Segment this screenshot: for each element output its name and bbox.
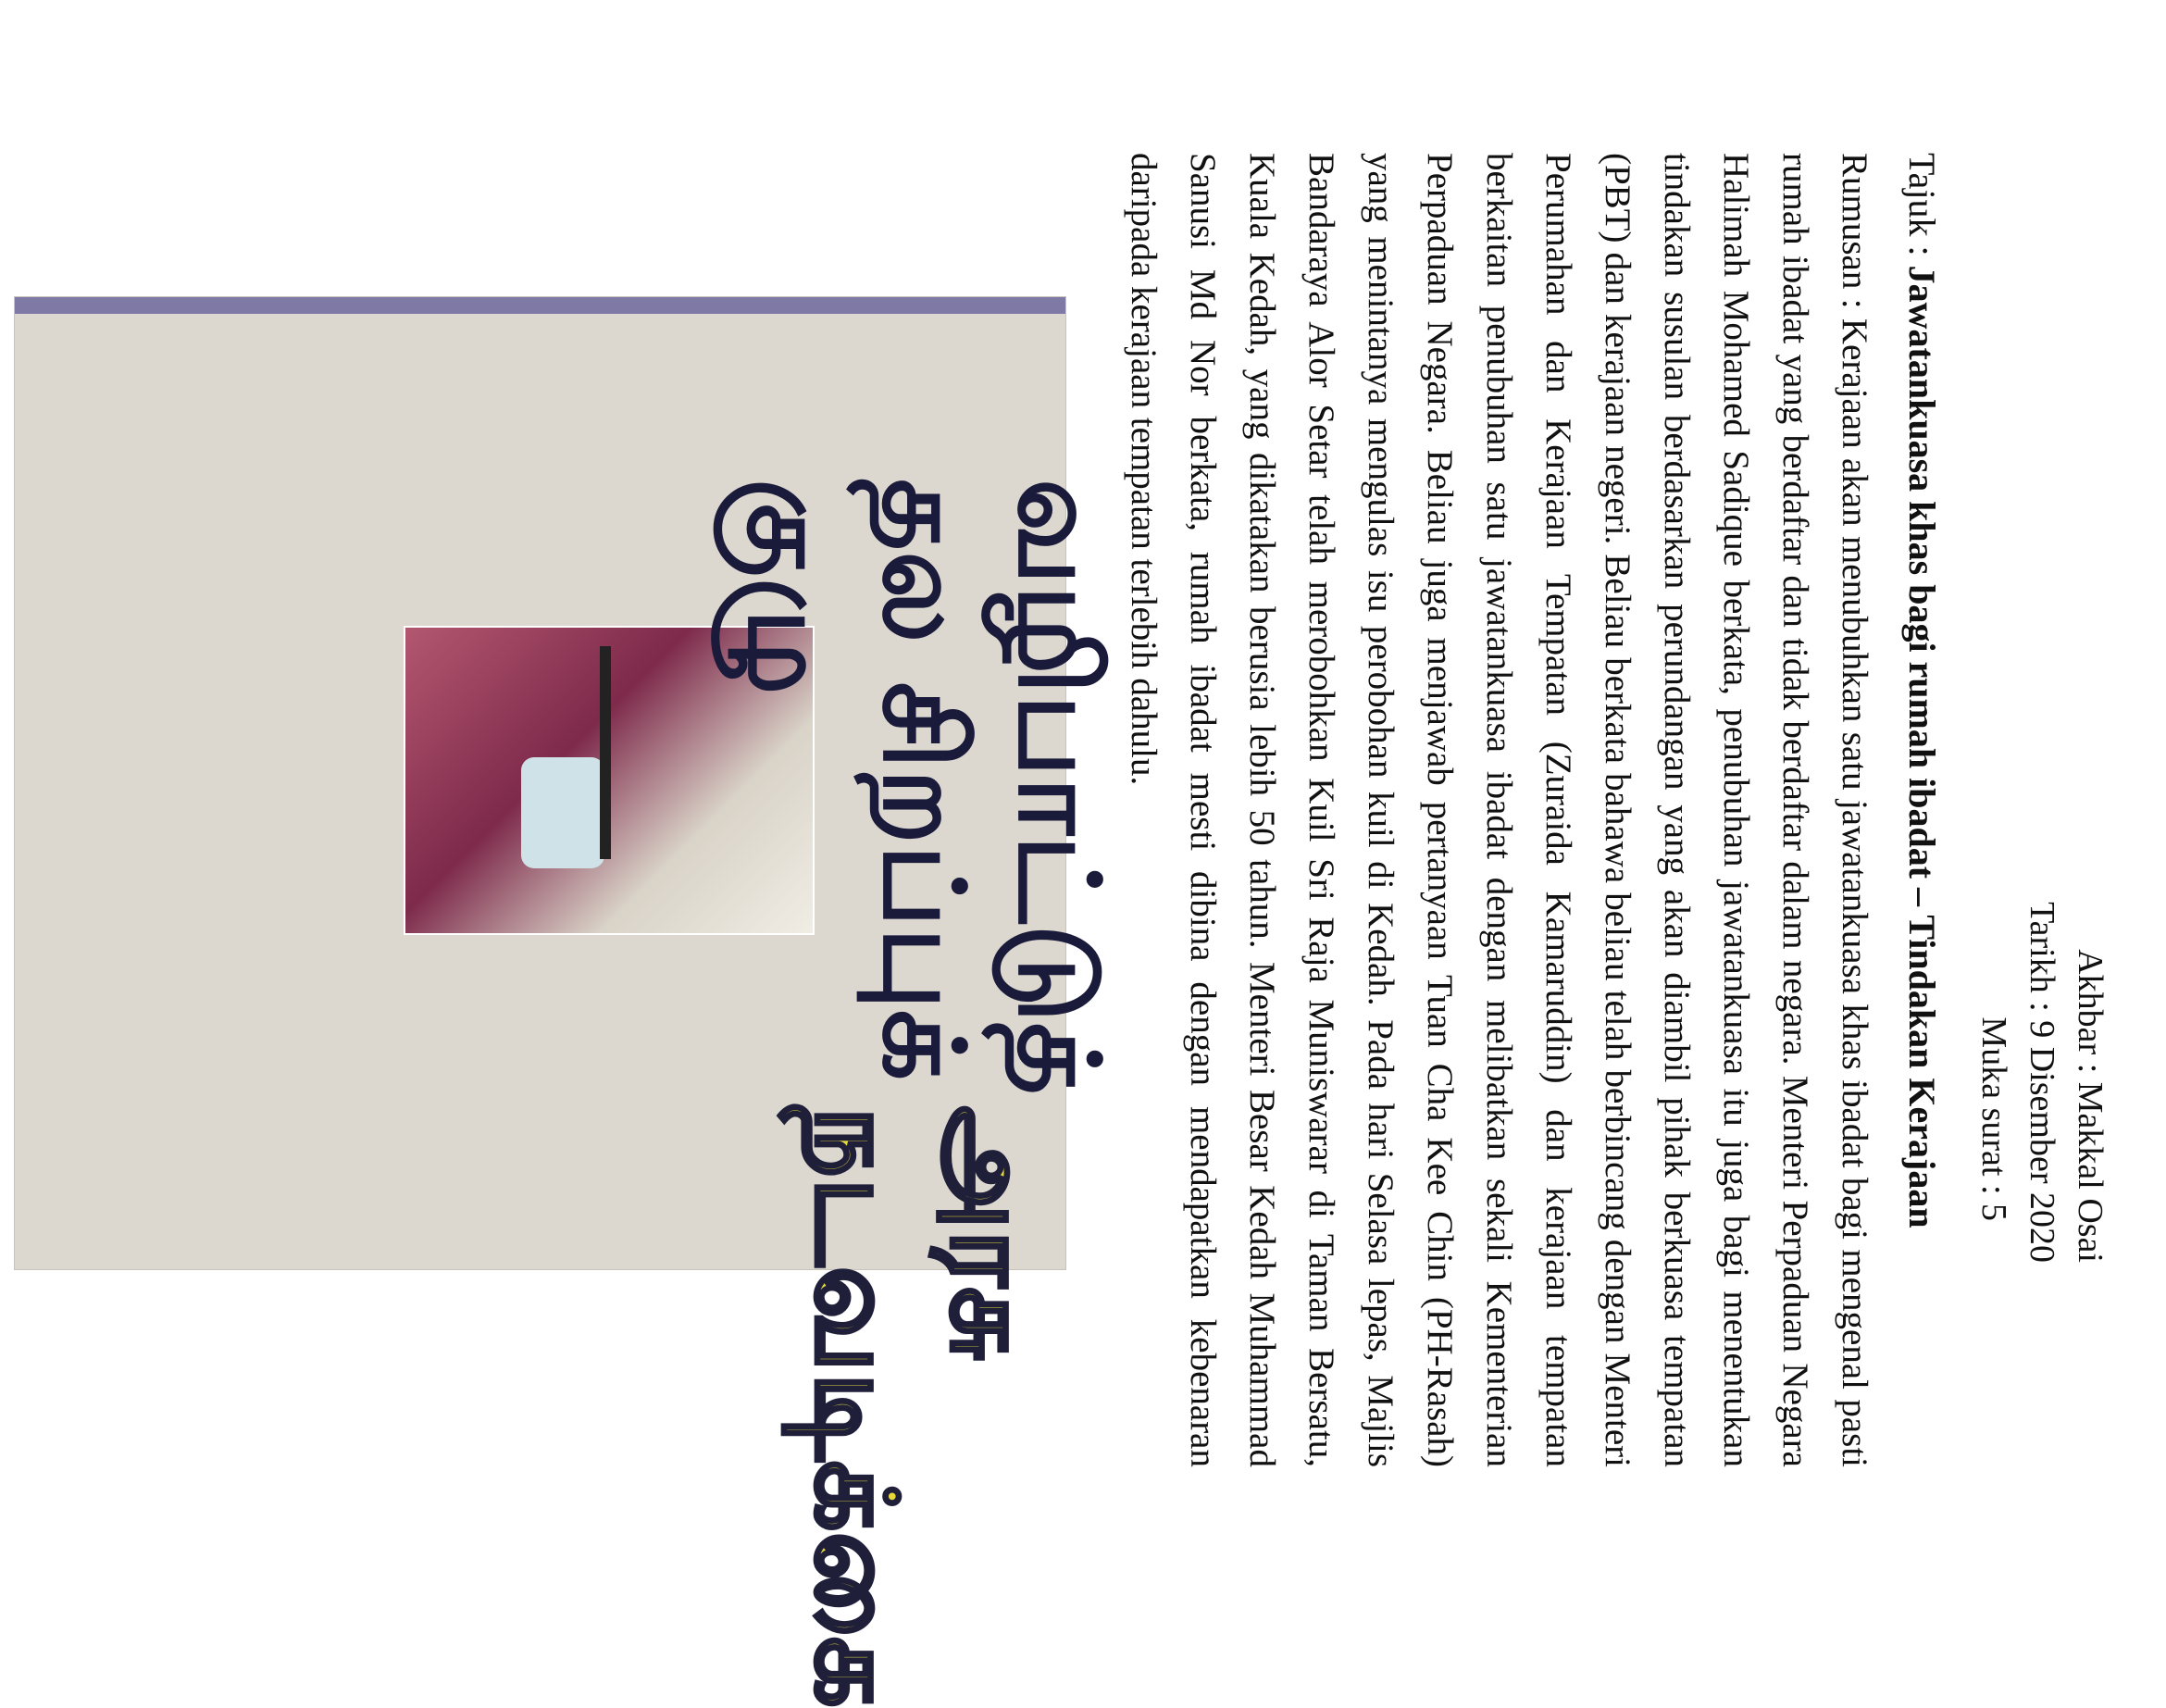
- clipping-headline-line2: அரசு நடவடிக்கை: [790, 1105, 1054, 1708]
- summary-page: [1027, 0, 2166, 1531]
- clipping-headline-line1: வழிபாட்டுத் தல சிறப்புக் குழு: [723, 479, 1122, 1095]
- tajuk-label: Tajuk :: [1901, 153, 1943, 266]
- face-mask-shape: [521, 757, 604, 868]
- akhbar-line: Akhbar : Makkal Osai: [2071, 949, 2110, 1263]
- tarikh-line: Tarikh : 9 Disember 2020: [2023, 902, 2061, 1263]
- microphone-shape: [600, 646, 611, 859]
- tajuk-line: [1900, 153, 1944, 1228]
- rumusan-paragraph: Rumusan : Kerajaan akan menubuhkan satu jawatankuasa khas ibadat bagi mengenal pasti rumah ibadat yang berdaftar dan tidak berdaftar dalam negara. Menteri Perpaduan Negara Halimah Mohamed Sadique berkata, penubuhan jawatankuasa itu juga bagi menentukan tindakan susulan berdasarkan perundangan yang akan diambil pihak berkuasa tempatan (PBT) dan kerajaan negeri. Beliau berkata bahawa beliau telah berbincang dengan Menteri Perumahan dan Kerajaan Tempatan (Zuraida Kamaruddin) dan kerajaan tempatan berkaitan penubuhan satu jawatankuasa ibadat dengan melibatkan sekali Kementerian Perpaduan Negara. Beliau juga menjawab pertanyaan Tuan Cha Kee Chin (PH-Rasah) yang menintanya mengulas isu perobohan kuil di Kedah. Pada hari Selasa lepas, Majlis Bandaraya Alor Setar telah merobohkan Kuil Sri Raja Muniswarar di Taman Bersatu, Kuala Kedah, yang dikatakan berusia lebih 50 tahun. Menteri Besar Kedah Muhammad Sanusi Md Nor berkata, rumah ibadat mesti dibina dengan mendapatkan kebenaran daripada kerajaan tempatan terlebih dahulu.: [1124, 153, 1874, 1467]
- clipping-headline: [723, 479, 1122, 1708]
- muka-surat-line: Muka surat : 5: [1974, 1016, 2013, 1221]
- tajuk-title: Jawatankuasa khas bagi rumah ibadat – Tindakan Kerajaan: [1901, 265, 1943, 1228]
- newspaper-clipping: [14, 296, 1122, 1708]
- clipping-border-strip: [15, 297, 1065, 314]
